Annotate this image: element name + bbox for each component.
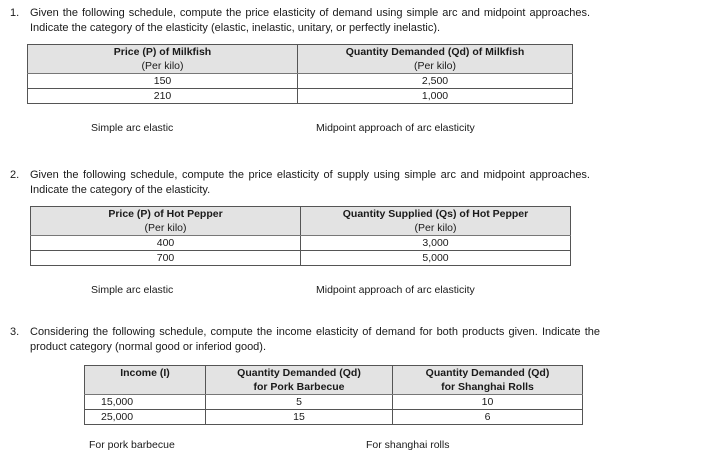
midpoint-label: Midpoint approach of arc elasticity: [316, 122, 475, 134]
table-row: 150 2,500: [28, 74, 573, 89]
table-header-pork: Quantity Demanded (Qd) for Pork Barbecue: [206, 366, 393, 395]
table-row: 400 3,000: [31, 236, 571, 251]
table-header-rolls: Quantity Demanded (Qd) for Shanghai Rolls: [393, 366, 583, 395]
table-header-quantity: Quantity Demanded (Qd) of Milkfish (Per kilo): [298, 45, 573, 74]
table-row: 210 1,000: [28, 89, 573, 104]
table-row: 15,000 5 10: [85, 395, 583, 410]
table-header-price: Price (P) of Hot Pepper (Per kilo): [31, 207, 301, 236]
question-2-text: Given the following schedule, compute the price elasticity of supply using simple arc and midpoint approaches. Indicate the category of the elasticity.: [30, 169, 590, 196]
table-row: 700 5,000: [31, 251, 571, 266]
question-3-text: Considering the following schedule, compute the income elasticity of demand for both products given. Indicate the product category (normal good or inferiod good).: [30, 326, 600, 353]
question-1-number: 1.: [10, 7, 20, 19]
simple-arc-label: Simple arc elastic: [91, 284, 174, 296]
question-1-text: Given the following schedule, compute the price elasticity of demand using simple arc and midpoint approaches. Indicate the category of the elasticity (elastic, inelastic, unitary, or perfectly inelastic).: [30, 7, 590, 34]
hot-pepper-supply-table: [30, 206, 571, 266]
pork-barbecue-label: For pork barbecue: [89, 439, 175, 451]
question-2-number: 2.: [10, 169, 20, 181]
table-header-quantity: Quantity Supplied (Qs) of Hot Pepper (Per kilo): [301, 207, 571, 236]
question-3-number: 3.: [10, 326, 20, 338]
milkfish-demand-table: [27, 44, 573, 104]
table-header-income: Income (I): [85, 366, 206, 395]
income-elasticity-table: [84, 365, 583, 425]
midpoint-label: Midpoint approach of arc elasticity: [316, 284, 475, 296]
shanghai-rolls-label: For shanghai rolls: [366, 439, 450, 451]
table-header-price: Price (P) of Milkfish (Per kilo): [28, 45, 298, 74]
simple-arc-label: Simple arc elastic: [91, 122, 174, 134]
table-row: 25,000 15 6: [85, 410, 583, 425]
